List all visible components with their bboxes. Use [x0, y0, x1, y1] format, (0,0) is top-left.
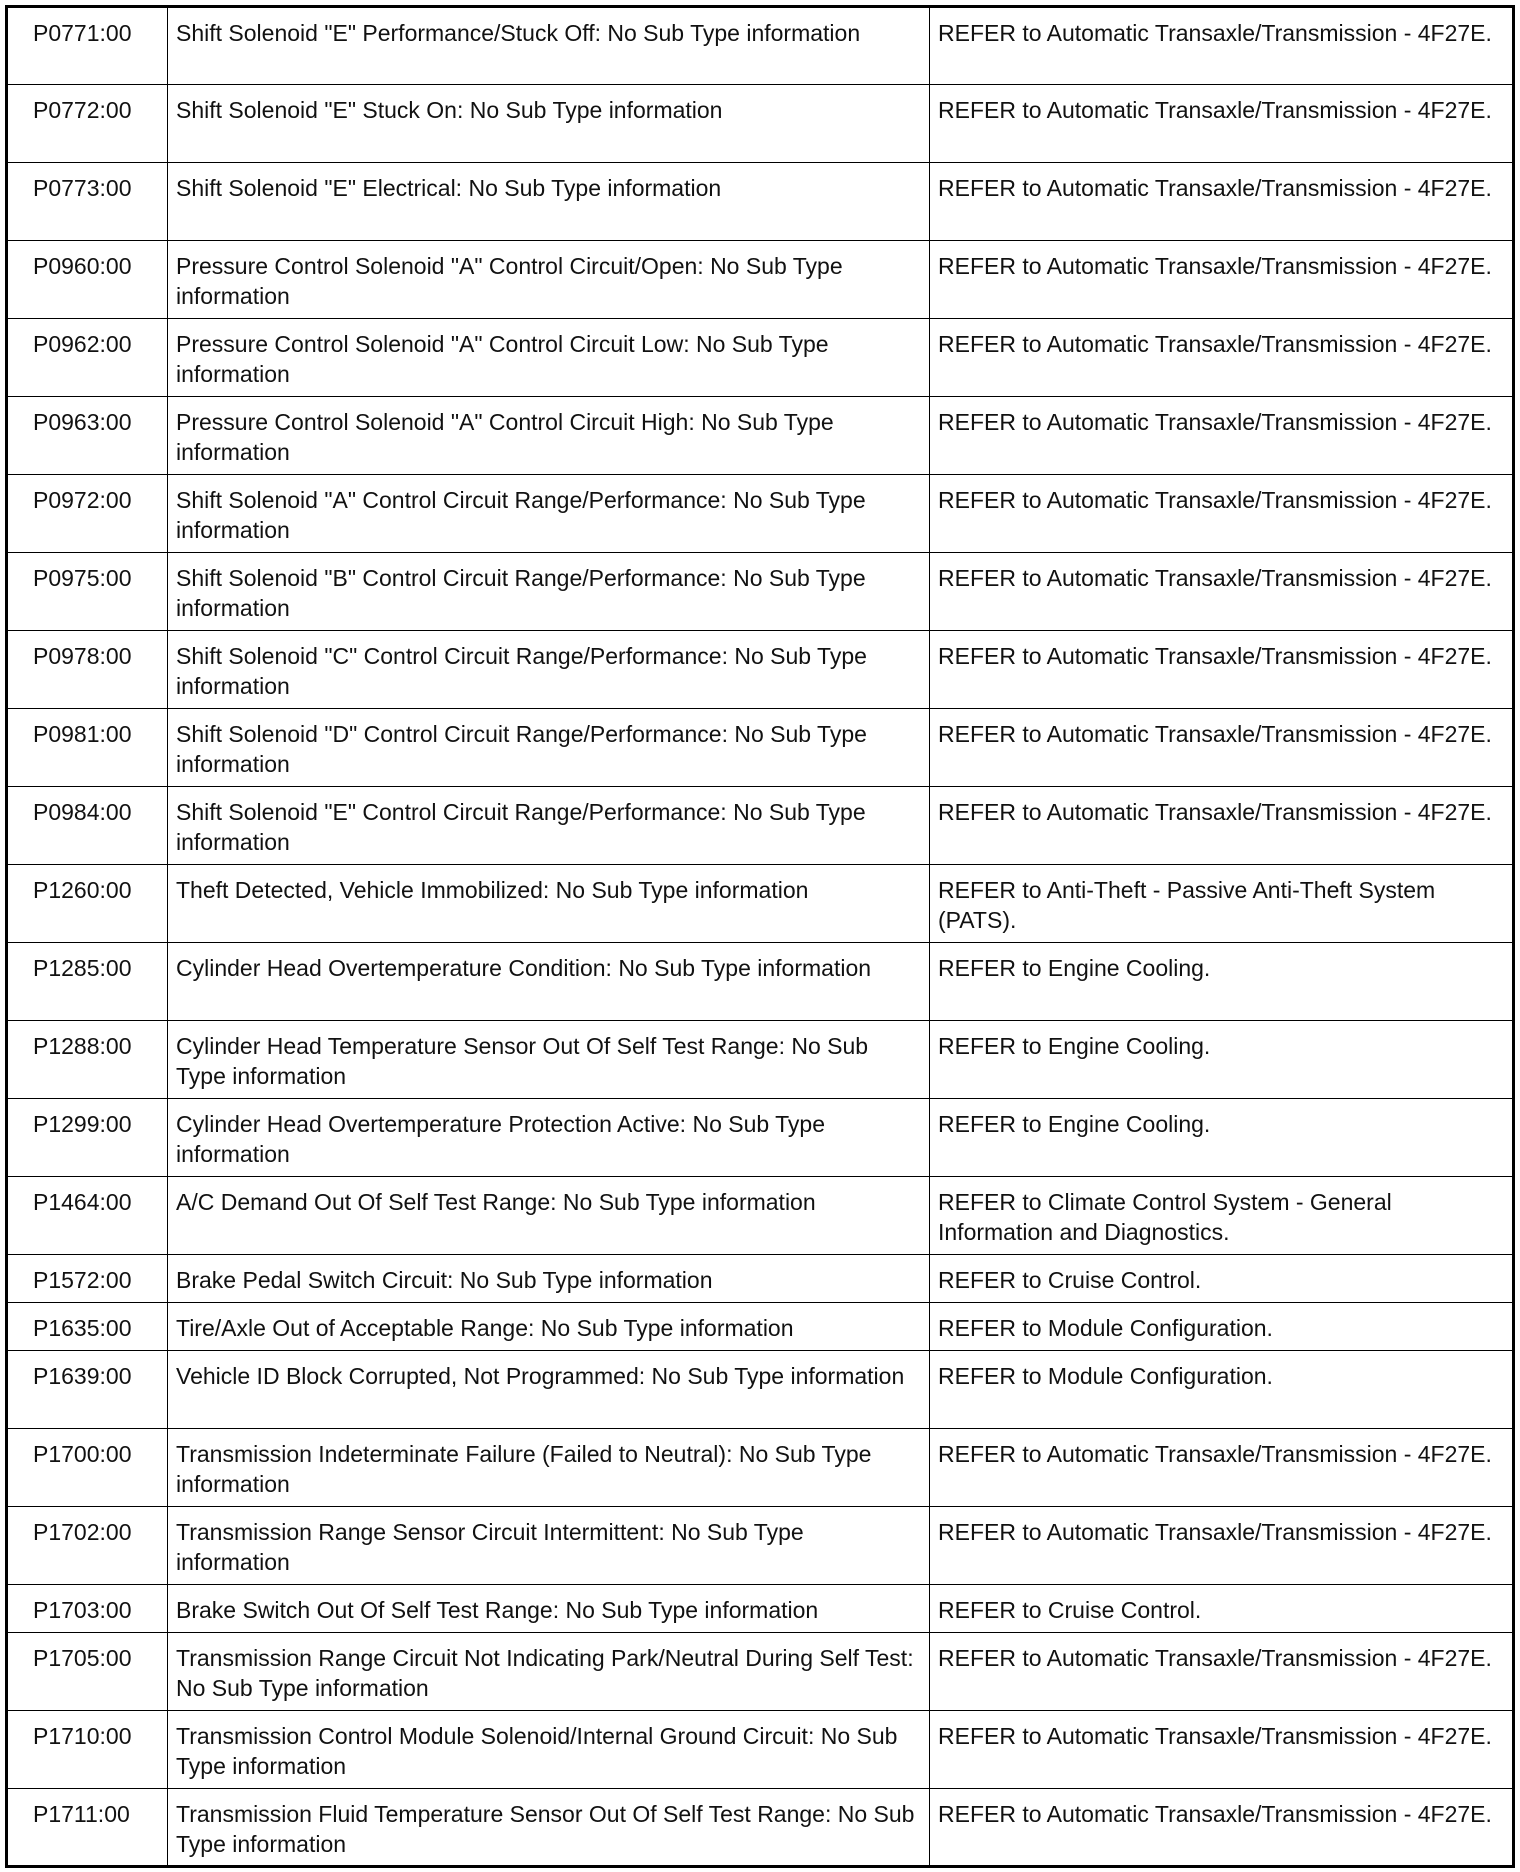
dtc-code-cell: P1572:00 [7, 1255, 168, 1303]
dtc-code-cell: P0975:00 [7, 553, 168, 631]
dtc-action-cell: REFER to Module Configuration. [930, 1303, 1514, 1351]
dtc-description-cell: Pressure Control Solenoid "A" Control Circuit/Open: No Sub Type information [168, 241, 930, 319]
dtc-action-cell: REFER to Climate Control System - General Information and Diagnostics. [930, 1177, 1514, 1255]
dtc-description-cell: Brake Pedal Switch Circuit: No Sub Type information [168, 1255, 930, 1303]
dtc-action-cell: REFER to Automatic Transaxle/Transmission - 4F27E. [930, 1429, 1514, 1507]
dtc-description-cell: Shift Solenoid "A" Control Circuit Range/Performance: No Sub Type information [168, 475, 930, 553]
dtc-description-cell: Transmission Range Circuit Not Indicating Park/Neutral During Self Test: No Sub Type information [168, 1633, 930, 1711]
dtc-action-cell: REFER to Automatic Transaxle/Transmission - 4F27E. [930, 397, 1514, 475]
dtc-code-cell: P1288:00 [7, 1021, 168, 1099]
dtc-code-cell: P1635:00 [7, 1303, 168, 1351]
dtc-action-cell: REFER to Engine Cooling. [930, 1099, 1514, 1177]
dtc-description-cell: Cylinder Head Overtemperature Protection Active: No Sub Type information [168, 1099, 930, 1177]
dtc-description-cell: Transmission Range Sensor Circuit Intermittent: No Sub Type information [168, 1507, 930, 1585]
dtc-description-cell: Shift Solenoid "E" Control Circuit Range/Performance: No Sub Type information [168, 787, 930, 865]
dtc-action-cell: REFER to Automatic Transaxle/Transmission - 4F27E. [930, 1789, 1514, 1867]
dtc-action-cell: REFER to Automatic Transaxle/Transmission - 4F27E. [930, 1711, 1514, 1789]
dtc-description-cell: A/C Demand Out Of Self Test Range: No Sub Type information [168, 1177, 930, 1255]
dtc-description-cell: Cylinder Head Overtemperature Condition: No Sub Type information [168, 943, 930, 1021]
table-row [7, 709, 1514, 787]
dtc-code-cell: P0981:00 [7, 709, 168, 787]
dtc-action-cell: REFER to Automatic Transaxle/Transmission - 4F27E. [930, 787, 1514, 865]
dtc-code-cell: P1285:00 [7, 943, 168, 1021]
table-row [7, 319, 1514, 397]
dtc-description-cell: Shift Solenoid "B" Control Circuit Range/Performance: No Sub Type information [168, 553, 930, 631]
dtc-action-cell: REFER to Automatic Transaxle/Transmission - 4F27E. [930, 85, 1514, 163]
table-row [7, 553, 1514, 631]
dtc-code-cell: P1299:00 [7, 1099, 168, 1177]
dtc-action-cell: REFER to Engine Cooling. [930, 1021, 1514, 1099]
dtc-action-cell: REFER to Automatic Transaxle/Transmission - 4F27E. [930, 631, 1514, 709]
dtc-description-cell: Theft Detected, Vehicle Immobilized: No Sub Type information [168, 865, 930, 943]
table-row [7, 85, 1514, 163]
dtc-code-cell: P0960:00 [7, 241, 168, 319]
dtc-description-cell: Shift Solenoid "E" Stuck On: No Sub Type information [168, 85, 930, 163]
table-row [7, 631, 1514, 709]
dtc-action-cell: REFER to Automatic Transaxle/Transmission - 4F27E. [930, 475, 1514, 553]
dtc-code-cell: P0771:00 [7, 7, 168, 85]
table-row [7, 943, 1514, 1021]
table-row [7, 241, 1514, 319]
dtc-description-cell: Cylinder Head Temperature Sensor Out Of Self Test Range: No Sub Type information [168, 1021, 930, 1099]
dtc-description-cell: Transmission Fluid Temperature Sensor Out Of Self Test Range: No Sub Type information [168, 1789, 930, 1867]
dtc-description-cell: Brake Switch Out Of Self Test Range: No Sub Type information [168, 1585, 930, 1633]
dtc-code-cell: P1711:00 [7, 1789, 168, 1867]
table-row [7, 1351, 1514, 1429]
table-row [7, 7, 1514, 85]
dtc-code-cell: P0773:00 [7, 163, 168, 241]
dtc-code-cell: P1710:00 [7, 1711, 168, 1789]
table-row [7, 1789, 1514, 1867]
dtc-action-cell: REFER to Automatic Transaxle/Transmission - 4F27E. [930, 319, 1514, 397]
dtc-description-cell: Transmission Indeterminate Failure (Failed to Neutral): No Sub Type information [168, 1429, 930, 1507]
dtc-code-cell: P0962:00 [7, 319, 168, 397]
table-row [7, 397, 1514, 475]
dtc-code-cell: P0972:00 [7, 475, 168, 553]
dtc-description-cell: Pressure Control Solenoid "A" Control Circuit High: No Sub Type information [168, 397, 930, 475]
dtc-action-cell: REFER to Cruise Control. [930, 1585, 1514, 1633]
dtc-code-cell: P1702:00 [7, 1507, 168, 1585]
table-row [7, 1429, 1514, 1507]
dtc-description-cell: Vehicle ID Block Corrupted, Not Programmed: No Sub Type information [168, 1351, 930, 1429]
dtc-description-cell: Transmission Control Module Solenoid/Internal Ground Circuit: No Sub Type information [168, 1711, 930, 1789]
dtc-action-cell: REFER to Automatic Transaxle/Transmission - 4F27E. [930, 1633, 1514, 1711]
dtc-action-cell: REFER to Anti-Theft - Passive Anti-Theft System (PATS). [930, 865, 1514, 943]
table-row [7, 1177, 1514, 1255]
table-row [7, 1255, 1514, 1303]
dtc-description-cell: Shift Solenoid "E" Performance/Stuck Off: No Sub Type information [168, 7, 930, 85]
dtc-description-cell: Shift Solenoid "E" Electrical: No Sub Type information [168, 163, 930, 241]
dtc-action-cell: REFER to Automatic Transaxle/Transmission - 4F27E. [930, 241, 1514, 319]
table-row [7, 1099, 1514, 1177]
dtc-action-cell: REFER to Module Configuration. [930, 1351, 1514, 1429]
table-row [7, 865, 1514, 943]
dtc-code-cell: P1700:00 [7, 1429, 168, 1507]
dtc-action-cell: REFER to Automatic Transaxle/Transmission - 4F27E. [930, 7, 1514, 85]
table-row [7, 1711, 1514, 1789]
table-row [7, 1303, 1514, 1351]
dtc-code-cell: P1639:00 [7, 1351, 168, 1429]
dtc-code-cell: P1260:00 [7, 865, 168, 943]
dtc-description-cell: Shift Solenoid "D" Control Circuit Range/Performance: No Sub Type information [168, 709, 930, 787]
table-row [7, 1507, 1514, 1585]
dtc-code-cell: P0772:00 [7, 85, 168, 163]
table-row [7, 1021, 1514, 1099]
table-row [7, 787, 1514, 865]
dtc-action-cell: REFER to Automatic Transaxle/Transmission - 4F27E. [930, 1507, 1514, 1585]
table-row [7, 1633, 1514, 1711]
dtc-description-cell: Shift Solenoid "C" Control Circuit Range/Performance: No Sub Type information [168, 631, 930, 709]
dtc-code-cell: P1705:00 [7, 1633, 168, 1711]
dtc-description-cell: Tire/Axle Out of Acceptable Range: No Sub Type information [168, 1303, 930, 1351]
dtc-table [5, 5, 1515, 1868]
dtc-code-cell: P1703:00 [7, 1585, 168, 1633]
dtc-code-cell: P0978:00 [7, 631, 168, 709]
dtc-table-body [7, 7, 1514, 1867]
dtc-action-cell: REFER to Engine Cooling. [930, 943, 1514, 1021]
dtc-code-cell: P0963:00 [7, 397, 168, 475]
table-row [7, 163, 1514, 241]
dtc-code-cell: P1464:00 [7, 1177, 168, 1255]
dtc-action-cell: REFER to Automatic Transaxle/Transmission - 4F27E. [930, 709, 1514, 787]
dtc-description-cell: Pressure Control Solenoid "A" Control Circuit Low: No Sub Type information [168, 319, 930, 397]
dtc-code-cell: P0984:00 [7, 787, 168, 865]
table-row [7, 1585, 1514, 1633]
dtc-action-cell: REFER to Cruise Control. [930, 1255, 1514, 1303]
dtc-action-cell: REFER to Automatic Transaxle/Transmission - 4F27E. [930, 163, 1514, 241]
dtc-action-cell: REFER to Automatic Transaxle/Transmission - 4F27E. [930, 553, 1514, 631]
table-row [7, 475, 1514, 553]
